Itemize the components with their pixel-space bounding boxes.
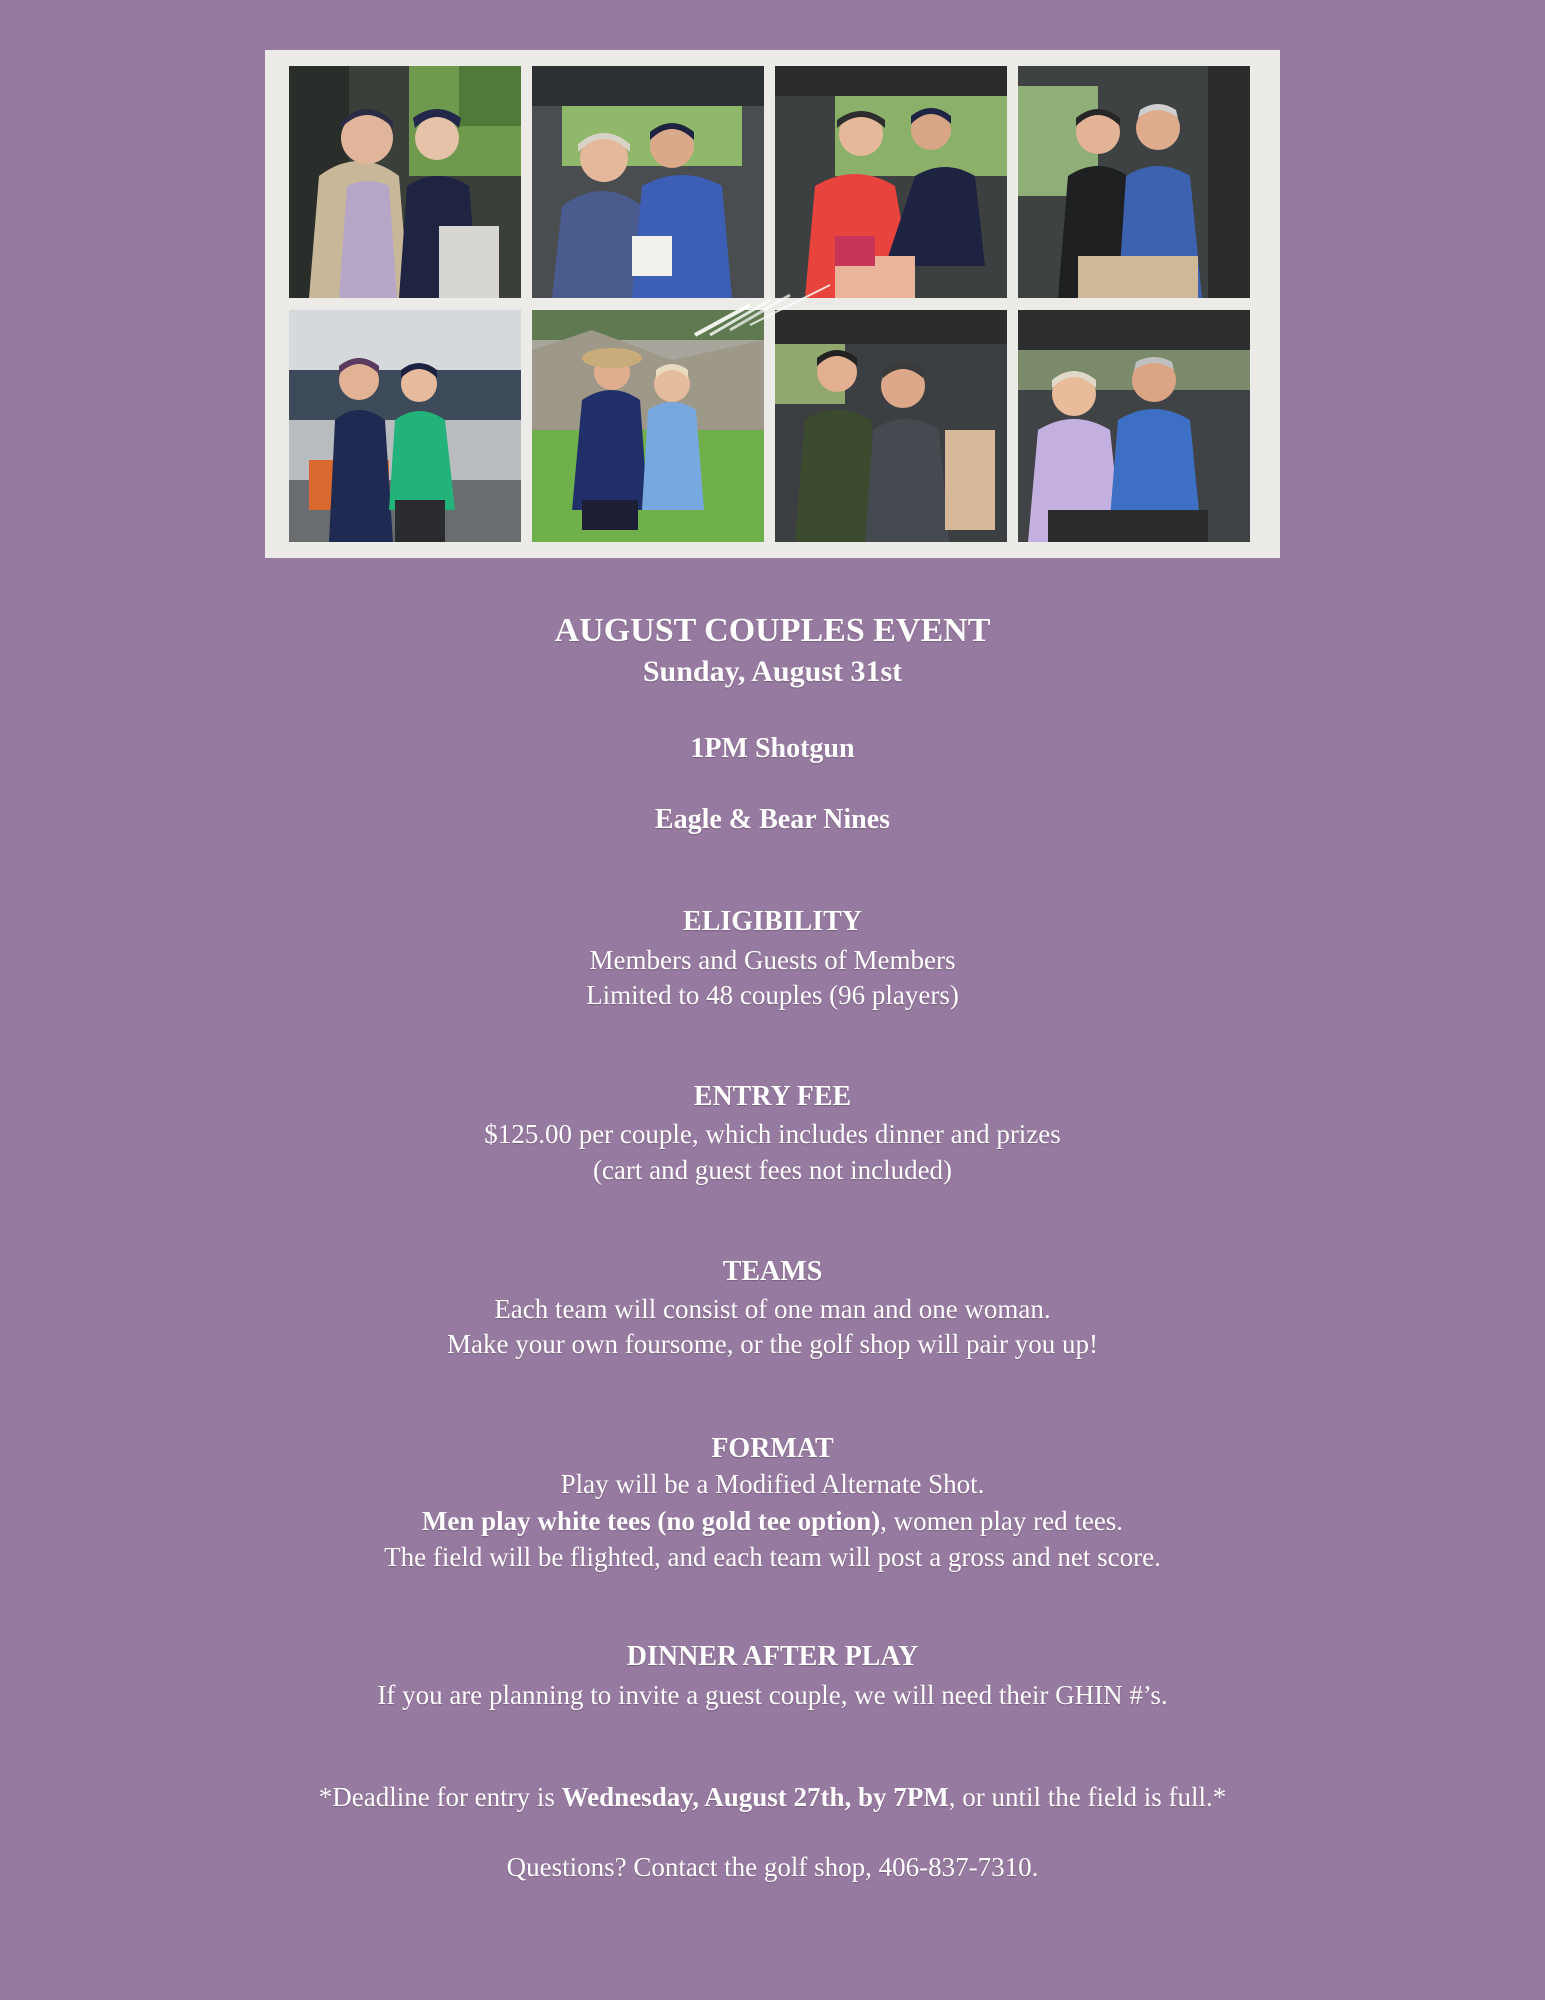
- event-title: AUGUST COUPLES EVENT: [554, 612, 991, 649]
- photo-couple-1: [289, 66, 521, 298]
- format-line-2-rest: , women play red tees.: [880, 1506, 1124, 1536]
- photo-couple-6: [532, 310, 764, 542]
- contact-line: Questions? Contact the golf shop, 406-837-7310.: [506, 1852, 1039, 1882]
- entry-fee-heading: ENTRY FEE: [693, 1081, 852, 1112]
- photo-couple-3: [775, 66, 1007, 298]
- format-heading: FORMAT: [711, 1433, 834, 1464]
- photo-couple-7: [775, 310, 1007, 542]
- eligibility-line-2: Limited to 48 couples (96 players): [586, 980, 959, 1010]
- entry-fee-line-1: $125.00 per couple, which includes dinner and prizes: [484, 1119, 1061, 1149]
- photo-collage: [265, 50, 1280, 558]
- format-line-2: [0, 1504, 1545, 1539]
- deadline-prefix: *Deadline for entry is: [318, 1782, 562, 1812]
- dinner-heading: DINNER AFTER PLAY: [626, 1641, 919, 1672]
- deadline-suffix: , or until the field is full.*: [948, 1782, 1227, 1812]
- event-date: Sunday, August 31st: [642, 655, 903, 688]
- format-line-3: The field will be flighted, and each team will post a gross and net score.: [384, 1542, 1161, 1572]
- teams-line-2: Make your own foursome, or the golf shop will pair you up!: [447, 1329, 1098, 1359]
- deadline-note: [0, 1780, 1545, 1815]
- teams-heading: TEAMS: [722, 1256, 823, 1287]
- photo-couple-8: [1018, 310, 1250, 542]
- deadline-date: Wednesday, August 27th, by 7PM: [561, 1782, 949, 1812]
- format-line-1: Play will be a Modified Alternate Shot.: [560, 1469, 985, 1499]
- eligibility-line-1: Members and Guests of Members: [589, 945, 956, 975]
- event-courses: Eagle & Bear Nines: [654, 804, 891, 835]
- teams-line-1: Each team will consist of one man and one woman.: [494, 1294, 1051, 1324]
- format-line-2-bold: Men play white tees (no gold tee option): [421, 1506, 881, 1536]
- photo-couple-2: [532, 66, 764, 298]
- entry-fee-line-2: (cart and guest fees not included): [592, 1155, 953, 1185]
- dinner-line-1: If you are planning to invite a guest couple, we will need their GHIN #’s.: [377, 1680, 1168, 1710]
- photo-couple-4: [1018, 66, 1250, 298]
- event-start-time: 1PM Shotgun: [690, 733, 855, 764]
- eligibility-heading: ELIGIBILITY: [683, 906, 862, 937]
- photo-couple-5: [289, 310, 521, 542]
